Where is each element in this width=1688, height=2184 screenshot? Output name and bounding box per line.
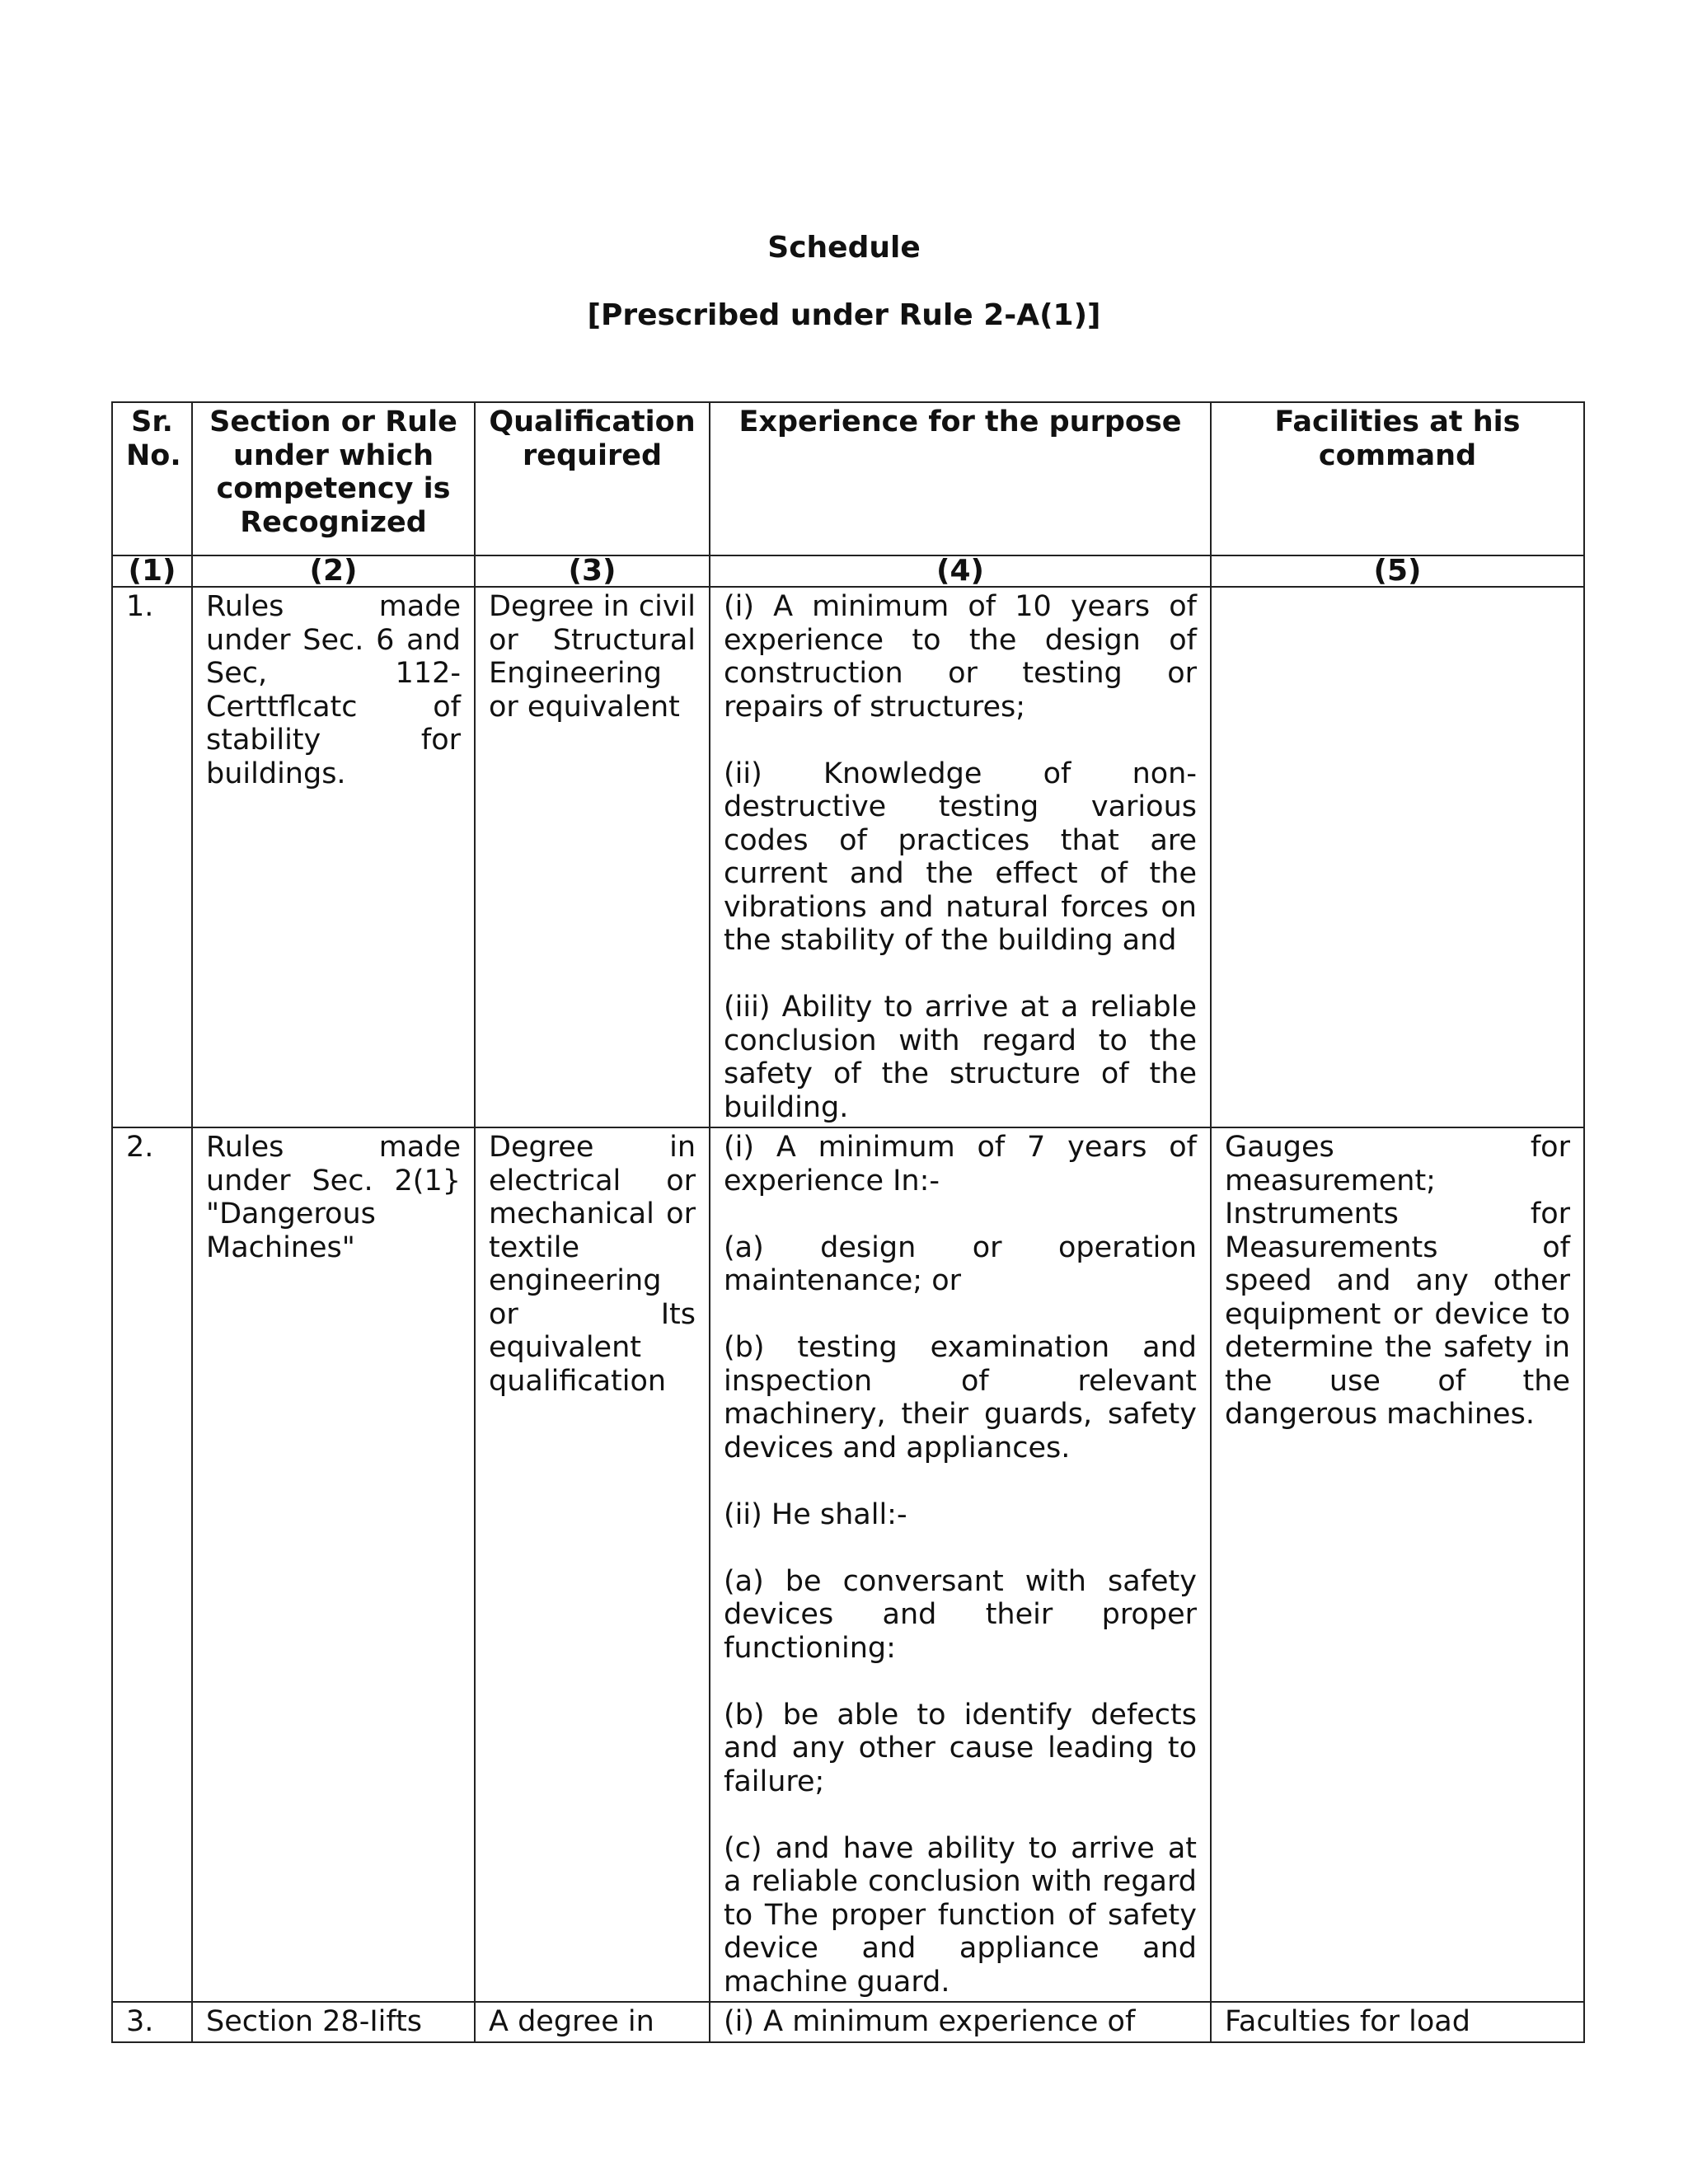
section-cell: Rules made under Sec. 2(1} "Dangerous Machines" (192, 1127, 475, 2002)
header-row (112, 402, 1584, 555)
column-number: (4) (710, 555, 1211, 587)
experience-paragraph: (b) be able to identify defects and any other cause leading to failure; (724, 1698, 1197, 1798)
experience-paragraph: (i) A minimum experience of (724, 2005, 1136, 2038)
experience-paragraph: (ii) Knowledge of non-destructive testing various codes of practices that are current and the effect of the vibrations and natural forces on the stability of the building and (724, 757, 1197, 957)
document-subtitle: [Prescribed under Rule 2-A(1)] (587, 298, 1101, 332)
facilities-cell (1211, 587, 1584, 1127)
column-number: (5) (1211, 555, 1584, 587)
experience-paragraph: (i) A minimum of 7 years of experience In:- (724, 1131, 1197, 1197)
experience-paragraph: (iii) Ability to arrive at a reliable conclusion with regard to the safety of the structure of the building. (724, 991, 1197, 1124)
experience-paragraph: (i) A minimum of 10 years of experience to the design of construction or testing or repairs of structures; (724, 590, 1197, 724)
facilities-cell: Gauges for measurement; Instruments for Measurements of speed and any other equipment or device to determine the safety in the use of the dangerous machines. (1211, 1127, 1584, 2002)
experience-cell (710, 1127, 1211, 2002)
header-section-or-rule: Section or Rule under which competency is Recognized (192, 402, 475, 555)
sr-no-cell: 1. (112, 587, 192, 1127)
column-number: (1) (112, 555, 192, 587)
table-row (112, 2002, 1584, 2042)
experience-paragraph: (a) be conversant with safety devices and their proper functioning: (724, 1564, 1197, 1665)
column-number-row (112, 555, 1584, 587)
section-cell: Rules made under Sec. 6 and Sec, 112-Certtflcatc of stability for buildings. (192, 587, 475, 1127)
header-qualification: Qualification required (475, 402, 710, 555)
experience-cell (710, 2002, 1211, 2042)
facilities-cell: Faculties for load (1211, 2002, 1584, 2042)
experience-paragraph: (b) testing examination and inspection of relevant machinery, their guards, safety devices and appliances. (724, 1331, 1197, 1465)
qualification-cell: Degree in civil or Structural Engineering or equivalent (475, 587, 710, 1127)
table-row (112, 587, 1584, 1127)
experience-paragraph: (a) design or operation maintenance; or (724, 1230, 1197, 1297)
experience-paragraph: (ii) He shall:- (724, 1497, 907, 1531)
experience-cell (710, 587, 1211, 1127)
column-number: (3) (475, 555, 710, 587)
header-facilities: Facilities at his command (1211, 402, 1584, 555)
schedule-table (111, 401, 1585, 2043)
qualification-cell: Degree in electrical or mechanical or textile engineering or Its equivalent qualification (475, 1127, 710, 2002)
sr-no-cell: 3. (112, 2002, 192, 2042)
header-experience: Experience for the purpose (710, 402, 1211, 555)
header-sr-no: Sr. No. (112, 402, 192, 555)
section-cell: Section 28-Iifts (192, 2002, 475, 2042)
document-title: Schedule (767, 231, 921, 265)
qualification-cell: A degree in (475, 2002, 710, 2042)
table-row (112, 1127, 1584, 2002)
sr-no-cell: 2. (112, 1127, 192, 2002)
experience-paragraph: (c) and have ability to arrive at a reliable conclusion with regard to The proper function of safety device and appliance and machine guard. (724, 1831, 1197, 1999)
column-number: (2) (192, 555, 475, 587)
